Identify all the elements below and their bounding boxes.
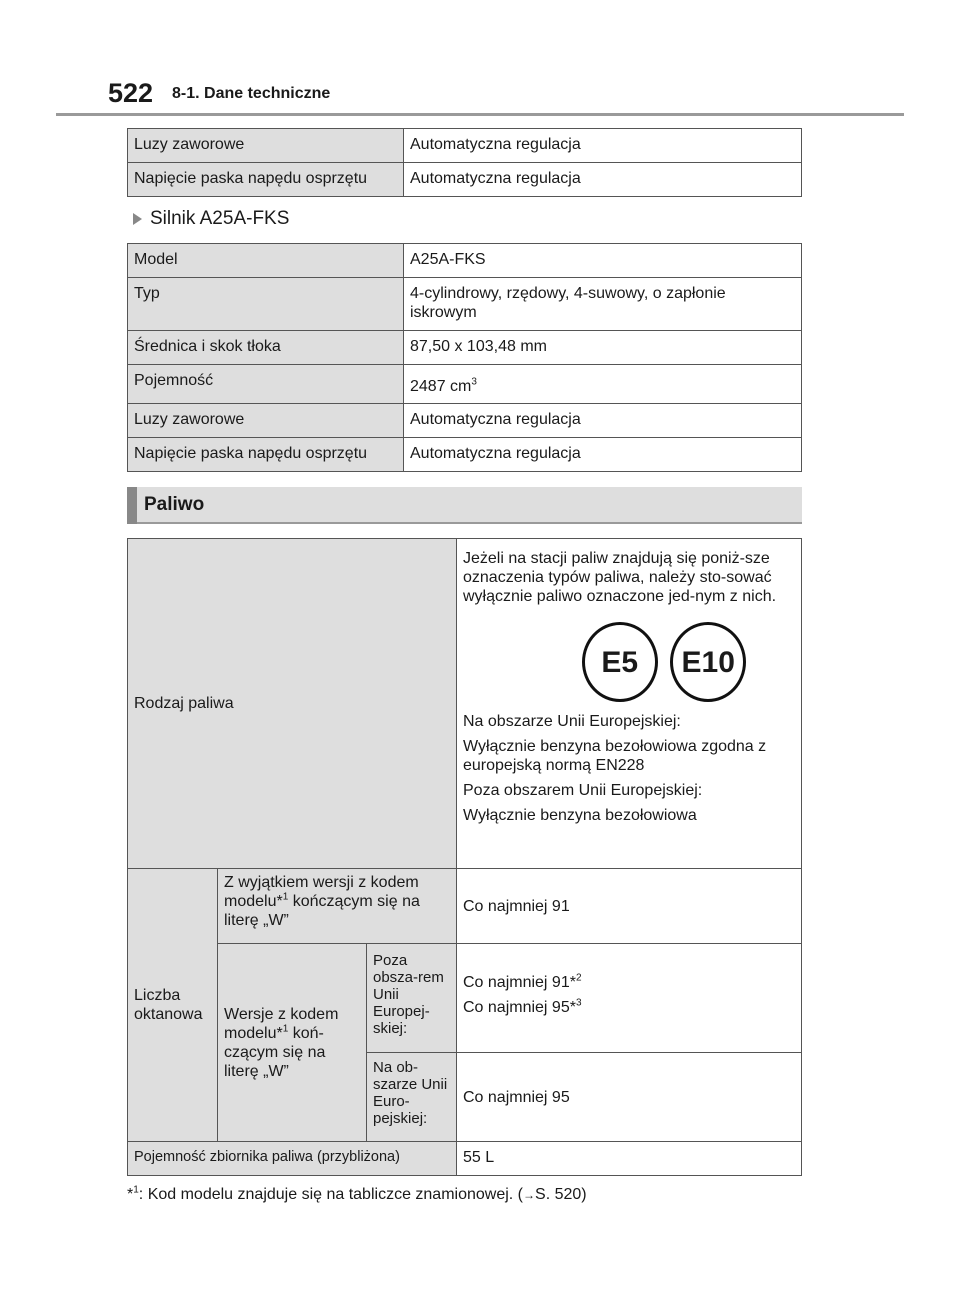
e10-badge-icon: E10 [670, 622, 746, 702]
table-cell-label: Napięcie paska napędu osprzętu [127, 437, 404, 472]
bullet-triangle-icon [133, 213, 142, 225]
table-cell-value: Automatyczna regulacja [403, 128, 802, 163]
octane-91 [463, 973, 582, 992]
chapter-title: 8-1. Dane techniczne [172, 85, 331, 102]
table-cell-value: 87,50 x 103,48 mm [403, 330, 802, 365]
displacement-value: 2487 cm [410, 378, 472, 395]
fuel-type-value [456, 538, 802, 869]
text: koń-czącym się na literę „W” [224, 1024, 326, 1080]
tank-value: 55 L [456, 1141, 802, 1176]
non-eu-value: Wyłącznie benzyna bezołowiowa [463, 807, 697, 824]
table-cell-label: Model [127, 243, 404, 278]
footnote [127, 1186, 587, 1204]
text: Wersje z kodem modelu* [224, 1005, 339, 1042]
table-cell-value: Automatyczna regulacja [403, 162, 802, 197]
table-cell-label: Napięcie paska napędu osprzętu [127, 162, 404, 197]
table-cell-value: 4-cylindrowy, rzędowy, 4-suwowy, o zapłonie iskrowym [403, 277, 802, 331]
page-reference-link[interactable]: S. 520) [535, 1186, 587, 1203]
table-cell-label: Typ [127, 277, 404, 331]
text: kończącym się na literę „W” [224, 893, 420, 929]
e5-badge-icon: E5 [582, 622, 658, 702]
octane-except-w-value: Co najmniej 91 [456, 868, 802, 944]
page-number: 522 [108, 78, 154, 108]
superscript: 1 [133, 1184, 139, 1196]
arrow-right-icon: → [523, 1188, 536, 1202]
superscript: 1 [282, 891, 289, 903]
table-cell-value [403, 364, 802, 404]
fuel-type-label: Rodzaj paliwa [127, 538, 457, 869]
inside-eu-value: Co najmniej 95 [456, 1052, 802, 1142]
fuel-badges [533, 622, 795, 702]
engine-heading: Silnik A25A-FKS [150, 208, 290, 229]
superscript: 1 [282, 1023, 289, 1035]
text: : Kod modelu znajduje się na tabliczce znamionowej. ( [138, 1186, 524, 1203]
header-divider [56, 113, 904, 116]
octane-label: Liczba oktanowa [127, 868, 218, 1142]
table-cell-label: Luzy zaworowe [127, 403, 404, 438]
fuel-intro: Jeżeli na stacji paliw znajdują się poniż-sze oznaczenia typów paliwa, należy sto-sować wyłącznie paliwo oznaczone jed-nym z nich. [463, 550, 777, 605]
superscript: 3 [471, 376, 477, 388]
inside-eu-label: Na ob-szarze Unii Euro-pejskiej: [366, 1052, 457, 1142]
octane-95 [463, 998, 582, 1017]
section-header [127, 487, 802, 524]
table-cell-value: Automatyczna regulacja [403, 403, 802, 438]
text: Co najmniej 91* [463, 974, 576, 991]
octane-except-w [217, 868, 457, 944]
table-cell-label: Średnica i skok tłoka [127, 330, 404, 365]
text: Z wyjątkiem wersji z kodem modelu* [224, 874, 419, 910]
table-cell-label: Luzy zaworowe [127, 128, 404, 163]
superscript: 3 [575, 997, 582, 1009]
section-bar [127, 487, 137, 524]
tank-label: Pojemność zbiornika paliwa (przybliżona) [127, 1141, 457, 1176]
non-eu-label: Poza obszarem Unii Europejskiej: [463, 782, 703, 799]
superscript: 2 [575, 972, 582, 984]
octane-w-versions [217, 943, 367, 1142]
section-title: Paliwo [144, 494, 205, 515]
eu-value: Wyłącznie benzyna bezołowiowa zgodna z europejską normą EN228 [463, 738, 767, 774]
text: * [127, 1186, 134, 1203]
text: Co najmniej 95* [463, 999, 576, 1016]
table-cell-value: Automatyczna regulacja [403, 437, 802, 472]
outside-eu-value [456, 943, 802, 1053]
outside-eu-label: Poza obsza-rem Unii Europej-skiej: [366, 943, 457, 1053]
table-cell-label: Pojemność [127, 364, 404, 404]
eu-label: Na obszarze Unii Europejskiej: [463, 713, 681, 730]
table-cell-value: A25A-FKS [403, 243, 802, 278]
